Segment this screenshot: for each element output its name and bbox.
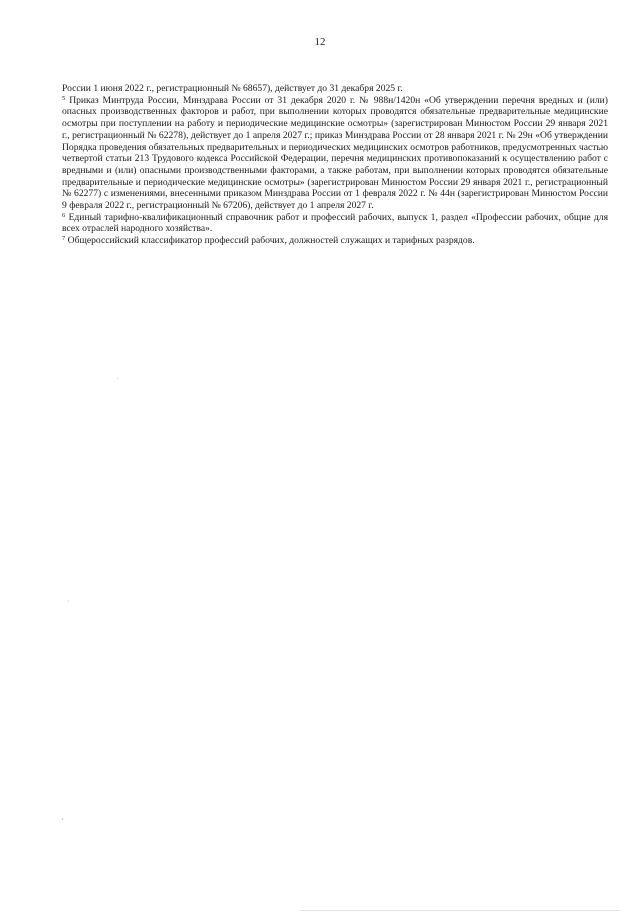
footnote-mark: 7 (62, 235, 66, 243)
footnote-6 (62, 212, 608, 235)
footnote-mark: 6 (62, 211, 66, 219)
footnote-mark: 5 (62, 94, 66, 102)
footnote-text: Общероссийский классификатор профессий рабочих, должностей служащих и тарифных разрядов. (67, 235, 475, 247)
footnote-text: Единый тарифно-квалификационный справочник работ и профессий рабочих, выпуск 1, раздел «Профессии рабочих, общие для всех отраслей народного хозяйства». (62, 211, 608, 235)
footnote-text: России 1 июня 2022 г., регистрационный № 68657), действует до 31 декабря 2025 г. (62, 83, 403, 94)
scan-speck (300, 910, 620, 911)
footnote-text: Приказ Минтруда России, Минздрава России от 31 декабря 2020 г. № 988н/1420н «Об утверждении перечня вредных и (или) опасных производственных факторов и работ, при выполнении которых проводятся обязательные предварительные медицинские осмотры при поступлении на работу и периодические медицинские осмотры» (зарегистрирован Минюстом России 29 января 2021 г., регистрационный № 62278), действует до 1 апреля 2027 г.; приказ Минздрава России от 28 января 2021 г. № 29н «Об утверждении Порядка проведения обязательных предварительных и периодических медицинских осмотров работников, предусмотренных частью четвертой статьи 213 Трудового кодекса Российской Федерации, перечня медицинских противопоказаний к осуществлению работ с вредными и (или) опасными производственными факторами, а также работам, при выполнении которых проводятся обязательные предварительные и периодические медицинские осмотры» (зарегистрирован Минюстом России 29 января 2021 г., регистрационный № 62277) с изменениями, внесенными приказом Минздрава России от 1 февраля 2022 г. № 44н (зарегистрирован Минюстом России 9 февраля 2022 г., регистрационный № 67206), действует до 1 апреля 2027 г. (62, 94, 608, 212)
scan-speck (68, 600, 69, 601)
footnotes-block (62, 83, 608, 247)
scan-speck (62, 818, 63, 820)
scan-speck (117, 378, 118, 379)
footnote-5 (62, 95, 608, 212)
page-number: 12 (314, 36, 326, 48)
footnote-continuation (62, 83, 608, 95)
footnote-7 (62, 235, 608, 247)
